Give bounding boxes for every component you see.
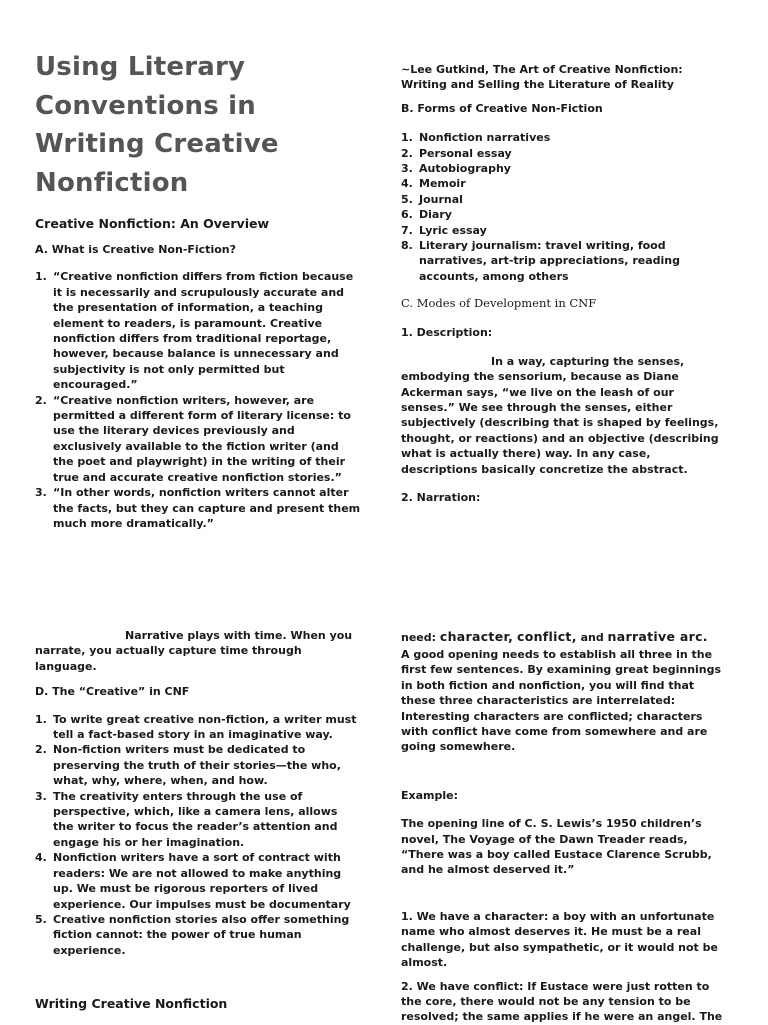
line: going somewhere. (401, 740, 516, 754)
line: and he almost deserved it.” (401, 863, 575, 877)
writing-cnf-heading: Writing Creative Nonfiction (35, 996, 228, 1012)
need-prefix: need: (401, 631, 440, 644)
bottom-left-column (35, 628, 375, 1012)
list-number: 3. (35, 486, 47, 500)
list-number: 5. (401, 192, 413, 206)
narration-label: 2. Narration: (401, 490, 481, 504)
term-character: character, (439, 629, 514, 644)
point-1-paragraph (401, 909, 741, 971)
list-item (35, 393, 375, 485)
line: resolved; the same applies if he were an angel. The (401, 1010, 723, 1024)
line: “There was a boy called Eustace Clarence Scrubb, (401, 848, 712, 862)
list-item (35, 912, 375, 958)
opening-paragraph (401, 647, 741, 755)
description-paragraph (401, 354, 741, 477)
line: readers: We are not allowed to make anything (53, 866, 342, 880)
line: thought, or reactions) and an objective (describing (401, 431, 719, 445)
line: Autobiography (419, 162, 511, 176)
line: Lyric essay (419, 223, 487, 237)
line: “In other words, nonfiction writers cannot alter (53, 486, 349, 500)
line: subjectively (describing that is shaped by feelings, (401, 416, 719, 430)
line: experience. (53, 943, 126, 957)
line: In a way, capturing the senses, (491, 354, 685, 368)
line: Ackerman says, “we live on the leash of our (401, 385, 674, 399)
line: 1. We have a character: a boy with an unfortunate (401, 909, 715, 923)
line: with conflict have come from somewhere and are (401, 725, 708, 739)
line: the presentation of information, a teaching (53, 301, 323, 315)
list-item (401, 161, 741, 176)
list-number: 8. (401, 239, 413, 253)
example-label: Example: (401, 788, 458, 802)
list-item (401, 146, 741, 161)
line: Memoir (419, 177, 466, 191)
line: however, because balance is unnecessary and (53, 347, 339, 361)
line: almost. (401, 956, 448, 970)
line: challenge, but also sympathetic, or it would not be (401, 940, 718, 954)
line: exclusively available to the fiction writer (and (53, 439, 339, 453)
line: Nonfiction writers have a sort of contract with (53, 851, 341, 865)
line: Diary (419, 208, 452, 222)
line: narrate, you actually capture time through (35, 644, 302, 658)
line: Personal essay (419, 146, 512, 160)
line: perspective, which, like a camera lens, allows (53, 805, 338, 819)
list-number: 2. (401, 146, 413, 160)
line: novel, The Voyage of the Dawn Treader reads, (401, 832, 688, 846)
title-line: Conventions in (35, 90, 257, 121)
top-right-column (401, 62, 741, 505)
term-narrative-arc: narrative arc. (607, 629, 708, 644)
title-line: Nonfiction (35, 167, 189, 198)
line: preserving the truth of their stories—the who, (53, 758, 341, 772)
line: 2. We have conflict: If Eustace were just rotten to (401, 979, 710, 993)
section-b-heading: B. Forms of Creative Non-Fiction (401, 101, 603, 115)
line: accounts, among others (419, 269, 569, 283)
line: tell a fact-based story in an imaginative way. (53, 728, 333, 742)
line: in both fiction and nonfiction, you will find that (401, 678, 695, 692)
list-item (35, 712, 375, 743)
line: use the literary devices previously and (53, 424, 295, 438)
line: element to readers, is paramount. Creative (53, 316, 323, 330)
section-a-list (35, 269, 375, 531)
line: “Creative nonfiction differs from fiction because (53, 270, 354, 284)
list-item (401, 223, 741, 238)
overview-heading: Creative Nonfiction: An Overview (35, 216, 270, 231)
line: it is necessarily and scrupulously accurate and (53, 285, 345, 299)
line: The creativity enters through the use of (53, 789, 303, 803)
list-number: 3. (35, 789, 47, 803)
list-item (35, 485, 375, 531)
section-b-list (401, 130, 741, 284)
line: experience. Our impulses must be documentary (53, 897, 351, 911)
list-number: 6. (401, 208, 413, 222)
line: language. (35, 659, 97, 673)
line: true and accurate creative nonfiction stories.” (53, 470, 342, 484)
list-item (35, 850, 375, 912)
line: encouraged.” (53, 378, 138, 392)
line: name who almost deserves it. He must be a real (401, 925, 701, 939)
section-c-heading: C. Modes of Development in CNF (401, 296, 597, 311)
list-item (401, 207, 741, 222)
list-item (401, 176, 741, 191)
title-line: Writing Creative (35, 129, 279, 159)
list-number: 2. (35, 743, 47, 757)
list-item (35, 742, 375, 788)
top-left-column (35, 48, 375, 531)
list-number: 2. (35, 393, 47, 407)
line: the facts, but they can capture and present them (53, 501, 361, 515)
list-number: 4. (35, 851, 47, 865)
citation (401, 62, 741, 93)
line: Narrative plays with time. When you (125, 629, 353, 642)
document-title (35, 48, 375, 202)
list-item (35, 789, 375, 851)
list-number: 4. (401, 177, 413, 191)
section-a-heading: A. What is Creative Non-Fiction? (35, 243, 236, 256)
line: first few sentences. By examining great beginnings (401, 663, 722, 677)
need-and: and (576, 631, 608, 644)
list-item (35, 269, 375, 392)
line: The opening line of C. S. Lewis’s 1950 children’s (401, 817, 702, 831)
narrative-paragraph (35, 628, 375, 674)
line: the poet and playwright) in the writing of their (53, 455, 346, 469)
line: the writer to focus the reader’s attention and (53, 820, 338, 834)
line: embodying the sensorium, because as Diane (401, 370, 679, 384)
citation-line: Writing and Selling the Literature of Reality (401, 78, 674, 92)
line: “Creative nonfiction writers, however, are (53, 393, 315, 407)
line: up. We must be rigorous reporters of lived (53, 882, 319, 896)
list-number: 1. (35, 270, 47, 284)
line: A good opening needs to establish all three in the (401, 648, 713, 661)
list-number: 1. (401, 131, 413, 145)
line: Literary journalism: travel writing, food (419, 239, 666, 253)
line: To write great creative non-fiction, a writer must (53, 712, 357, 726)
line: what, why, where, when, and how. (53, 774, 268, 788)
citation-line: ~Lee Gutkind, The Art of Creative Nonfiction: (401, 63, 683, 76)
line: permitted a different form of literary license: to (53, 409, 351, 423)
line: Nonfiction narratives (419, 131, 551, 145)
list-number: 3. (401, 162, 413, 176)
need-line (401, 628, 741, 647)
line: descriptions basically concretize the abstract. (401, 462, 688, 476)
line: narratives, art-trip appreciations, reading (419, 254, 680, 268)
description-label: 1. Description: (401, 326, 493, 340)
line: fiction cannot: the power of true human (53, 928, 302, 942)
list-number: 7. (401, 223, 413, 237)
list-item (401, 238, 741, 284)
term-conflict: conflict, (517, 629, 577, 644)
line: much more dramatically.” (53, 516, 214, 530)
line: nonfiction differs from traditional reportage, (53, 332, 332, 346)
list-item (401, 192, 741, 207)
line: Creative nonfiction stories also offer something (53, 912, 350, 926)
line: these three characteristics are interrelated: (401, 694, 676, 708)
line: what is actually there) way. In any case, (401, 447, 651, 461)
line: Non-fiction writers must be dedicated to (53, 743, 306, 757)
list-number: 1. (35, 712, 47, 726)
line: senses.” We see through the senses, either (401, 400, 673, 414)
line: engage his or her imagination. (53, 835, 245, 849)
bottom-right-column (401, 628, 741, 1025)
point-2-paragraph (401, 979, 741, 1025)
line: the core, there would not be any tension to be (401, 994, 691, 1008)
example-paragraph (401, 816, 741, 878)
line: Journal (419, 192, 463, 206)
list-item (401, 130, 741, 145)
section-d-heading: D. The “Creative” in CNF (35, 685, 190, 699)
section-d-list (35, 712, 375, 959)
line: subjectivity is not only permitted but (53, 362, 285, 376)
list-number: 5. (35, 912, 47, 926)
title-line: Using Literary (35, 52, 246, 82)
line: Interesting characters are conflicted; characters (401, 709, 703, 723)
